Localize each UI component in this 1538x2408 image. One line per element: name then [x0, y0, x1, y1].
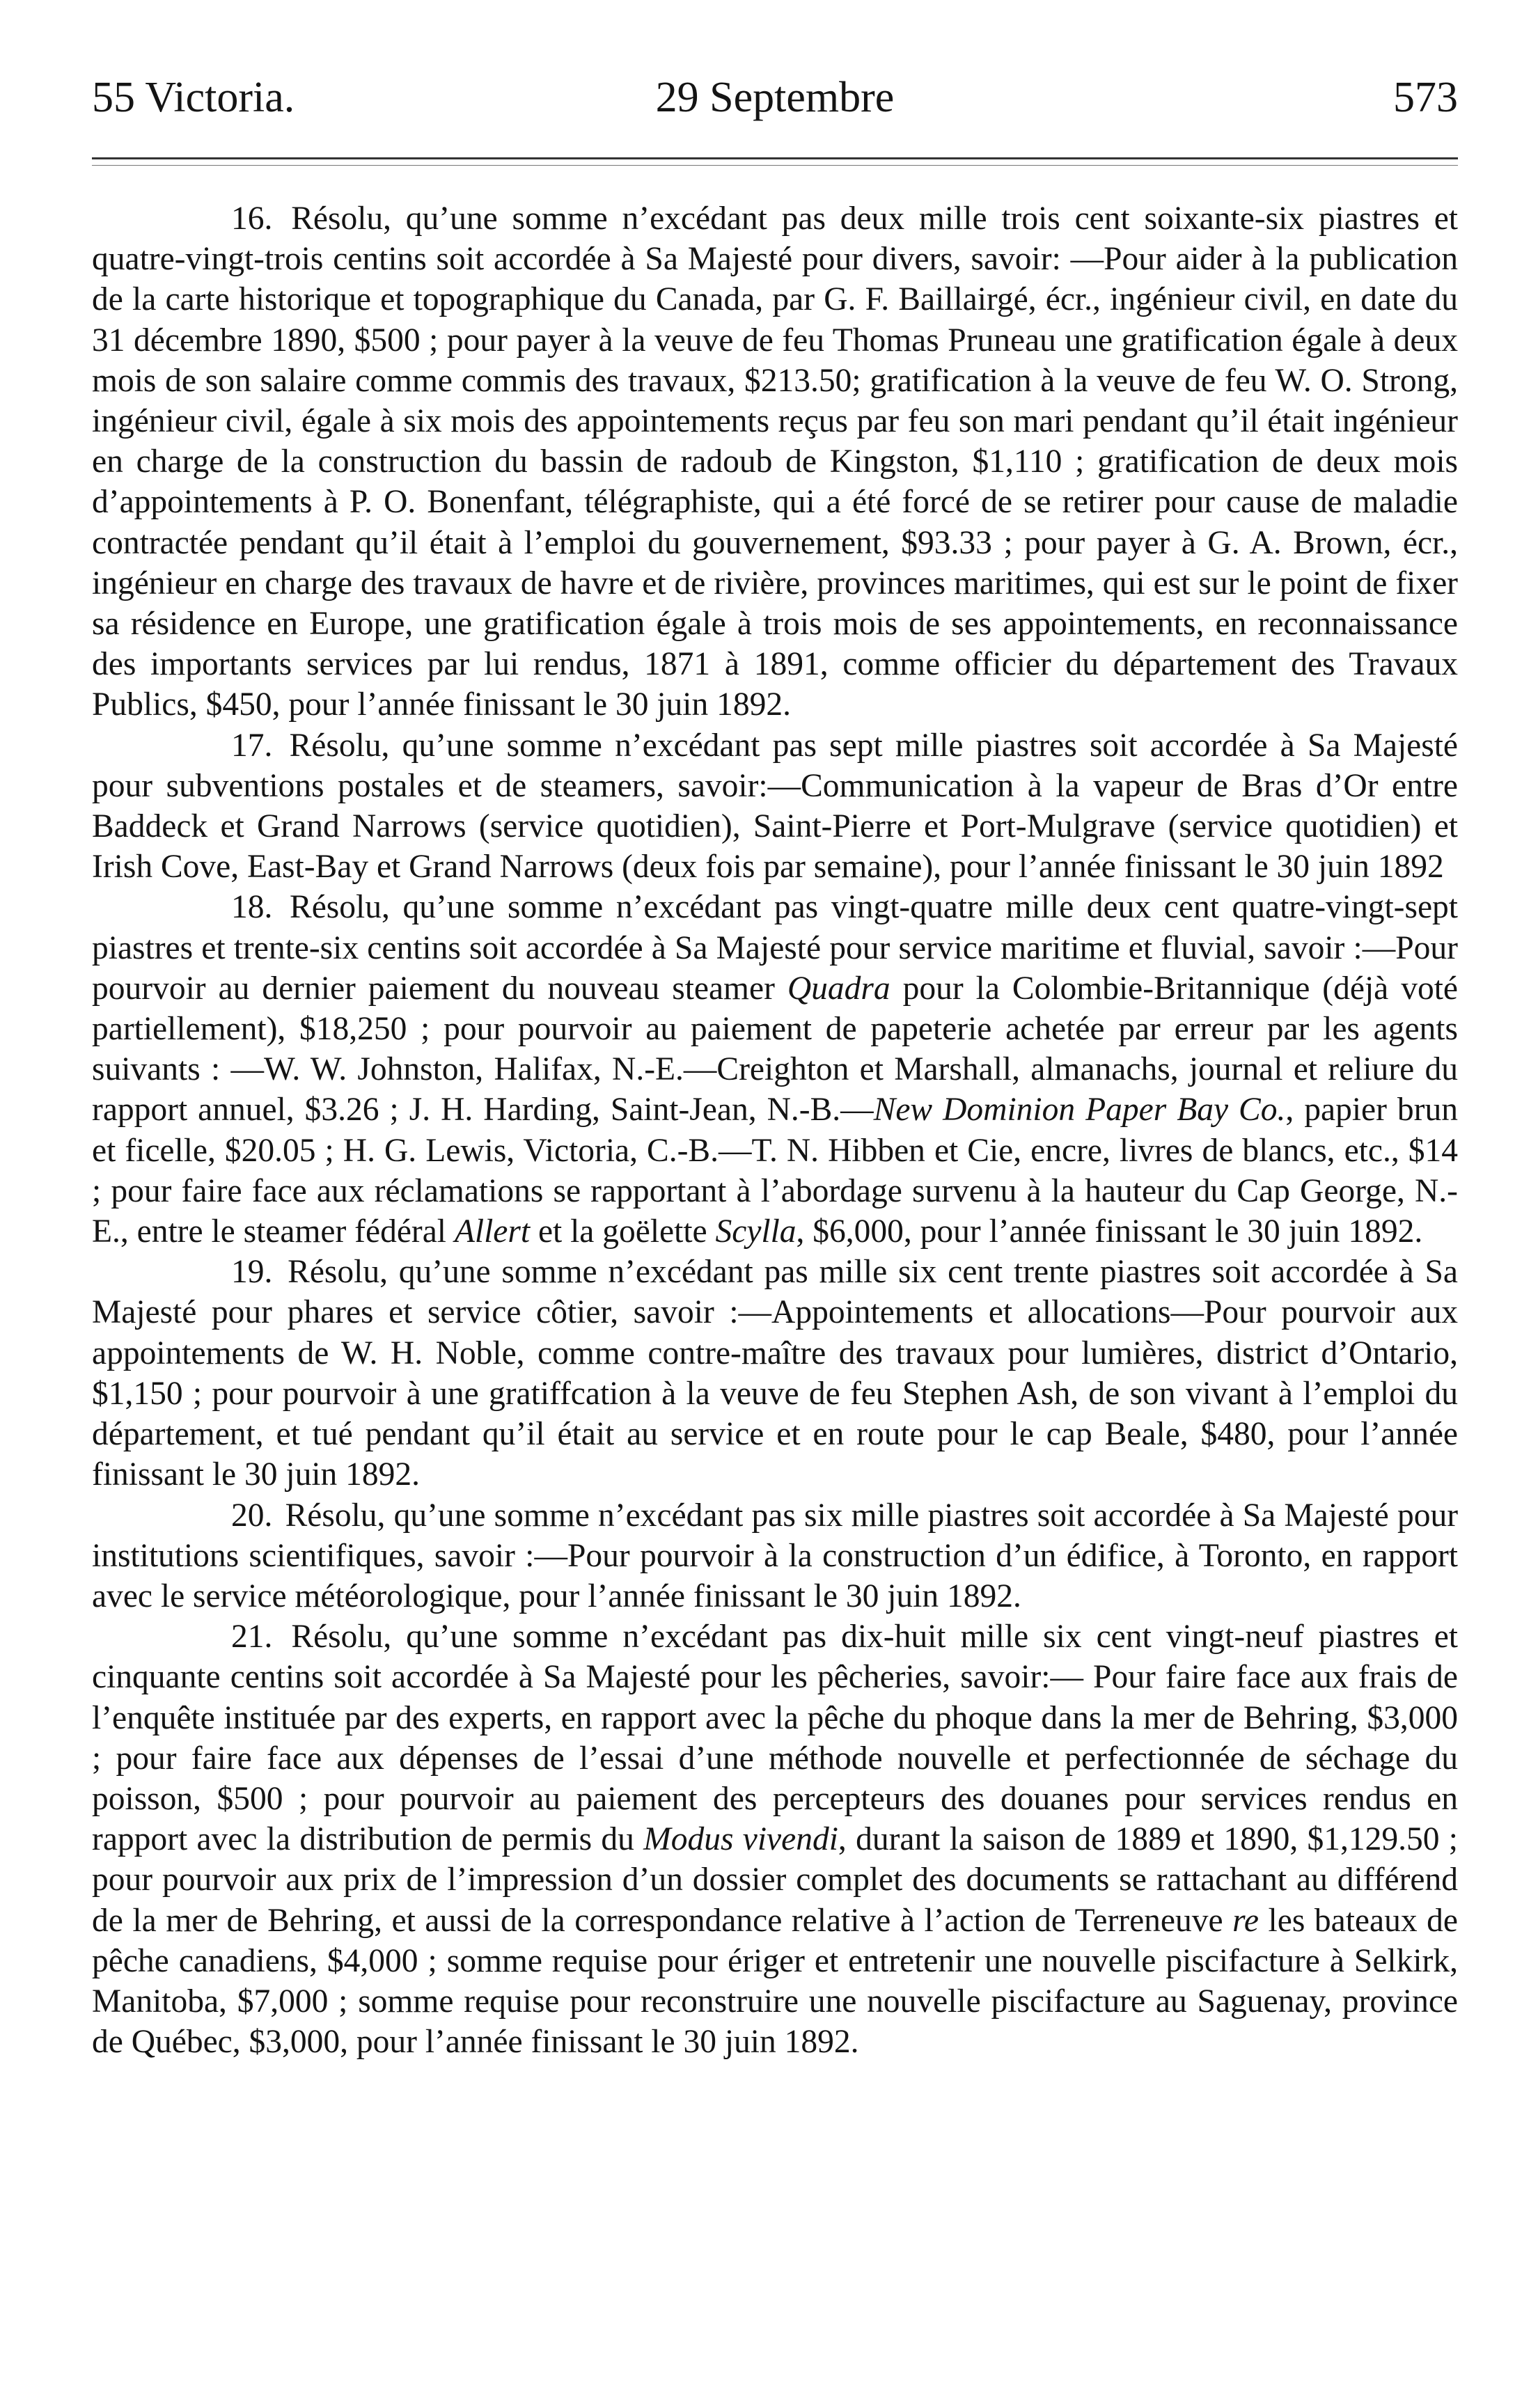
paragraph-number: 16.: [231, 200, 273, 237]
italic-run: re: [1232, 1902, 1259, 1939]
running-header: [92, 70, 1458, 125]
resolution-paragraph: [92, 725, 1458, 888]
document-page: [92, 70, 1458, 2062]
paragraph-text: [92, 1497, 1458, 1614]
paragraph-text: [92, 889, 1458, 1250]
paragraph-text: [92, 1619, 1458, 2060]
page-number: 573: [1393, 74, 1458, 121]
text-run: Résolu, qu’une somme n’excédant pas vingt-quatre mille deux cent quatre-vingt-sept piastres et trente-six centins soit accordée à Sa Majesté pour service maritime et fluvial, savoir :—Pour pourvoir au dernier paiement du nouveau steamer: [92, 889, 1458, 1007]
text-run: Résolu, qu’une somme n’excédant pas six mille piastres soit accordée à Sa Majesté pour institutions scientifiques, savoir :—Pour pourvoir à la construction d’un édifice, à Toronto, en rapport avec le service météorologique, pour l’année finissant le 30 juin 1892.: [92, 1497, 1459, 1614]
paragraph-number: 21.: [231, 1619, 273, 1655]
text-run: , durant la saison de 1889 et 1890, $1,129.50 ; pour pourvoir aux prix de l’impression d’un dossier complet des documents se rattachant au différend de la mer de Behring, et aussi de la correspondance relative à l’action de Terreneuve: [92, 1821, 1458, 1939]
text-run: les bateaux de pêche canadiens, $4,000 ; somme requise pour ériger et entretenir une nouvelle piscifacture à Selkirk, Manitoba, $7,000 ; somme requise pour reconstruire une nouvelle piscifacture au Saguenay, province de Québec, $3,000, pour l’année finissant le 30 juin 1892.: [92, 1902, 1458, 2061]
header-rule: [92, 157, 1458, 159]
resolution-paragraph: [92, 1252, 1458, 1495]
italic-run: Quadra: [787, 970, 890, 1007]
paragraph-text: [92, 200, 1458, 723]
paragraph-number: 20.: [231, 1497, 273, 1534]
italic-run: Modus vivendi: [643, 1821, 838, 1858]
text-run: Résolu, qu’une somme n’excédant pas sept mille piastres soit accordée à Sa Majesté pour subventions postales et de steamers, savoir:—Communication à la vapeur de Bras d’Or entre Baddeck et Grand Narrows (service quotidien), Saint-Pierre et Port-Mulgrave (service quotidien) et Irish Cove, East-Bay et Grand Narrows (deux fois par semaine), pour l’année finissant le 30 juin 1892: [92, 727, 1459, 886]
italic-run: New Dominion Paper Bay Co.: [873, 1092, 1286, 1128]
italic-run: Scylla: [715, 1213, 797, 1250]
text-run: , papier brun et ficelle, $20.05 ; H. G. Lewis, Victoria, C.-B.—T. N. Hibben et Cie, encre, livres de blancs, etc., $14 ; pour faire face aux réclamations se rapportant à l’abordage survenu à la hauteur du Cap George, N.-E., entre le steamer fédéral: [92, 1092, 1458, 1250]
text-run: Résolu, qu’une somme n’excédant pas dix-huit mille six cent vingt-neuf piastres et cinquante centins soit accordée à Sa Majesté pour les pêcheries, savoir:— Pour faire face aux frais de l’enquête instituée par des experts, en rapport avec la pêche du phoque dans la mer de Behring, $3,000 ; pour faire face aux dépenses de l’essai d’une méthode nouvelle et perfectionnée de séchage du poisson, $500 ; pour pourvoir au paiement des percepteurs des douanes pour services rendus en rapport avec la distribution de permis du: [92, 1619, 1459, 1858]
resolution-paragraph: [92, 1495, 1458, 1617]
resolution-paragraph: [92, 887, 1458, 1252]
text-run: Résolu, qu’une somme n’excédant pas mille six cent trente piastres soit accordée à Sa Majesté pour phares et service côtier, savoir :—Appointements et allocations—Pour pourvoir aux appointements de W. H. Noble, comme contre-maître des travaux pour lumières, district d’Ontario, $1,150 ; pour pourvoir à une gratiffcation à la veuve de feu Stephen Ash, de son vivant à l’emploi du département, et tué pendant qu’il était au service et en route pour le cap Beale, $480, pour l’année finissant le 30 juin 1892.: [92, 1254, 1458, 1493]
text-run: pour la Colombie-Britannique (déjà voté partiellement), $18,250 ; pour pourvoir au paiement de papeterie achetée par erreur par les agents suivants : —W. W. Johnston, Halifax, N.-E.—Creighton et Marshall, almanachs, journal et reliure du rapport annuel, $3.26 ; J. H. Harding, Saint-Jean, N.-B.—: [92, 970, 1458, 1128]
header-date: 29 Septembre: [655, 74, 895, 121]
resolution-paragraph: [92, 198, 1458, 725]
text-run: , $6,000, pour l’année finissant le 30 juin 1892.: [796, 1213, 1423, 1250]
paragraph-number: 19.: [231, 1254, 273, 1291]
text-run: Résolu, qu’une somme n’excédant pas deux mille trois cent soixante-six piastres et quatre-vingt-trois centins soit accordée à Sa Majesté pour divers, savoir: —Pour aider à la publication de la carte historique et topographique du Canada, par G. F. Baillairgé, écr., ingénieur civil, en date du 31 décembre 1890, $500 ; pour payer à la veuve de feu Thomas Pruneau une gratification égale à deux mois de son salaire comme commis des travaux, $213.50; gratification à la veuve de feu W. O. Strong, ingénieur civil, égale à six mois des appointements reçus par feu son mari pendant qu’il était ingénieur en charge de la construction du bassin de radoub de Kingston, $1,110 ; gratification de deux mois d’appointements à P. O. Bonenfant, télégraphiste, qui a été forcé de se retirer pour cause de maladie contractée pendant qu’il était à l’emploi du gouvernement, $93.33 ; pour payer à G. A. Brown, écr., ingénieur en charge des travaux de havre et de rivière, provinces maritimes, qui est sur le point de fixer sa résidence en Europe, une gratification égale à trois mois de ses appointements, en reconnaissance des importants services par lui rendus, 1871 à 1891, comme officier du département des Travaux Publics, $450, pour l’année finissant le 30 juin 1892.: [92, 200, 1459, 723]
paragraph-number: 18.: [231, 889, 273, 926]
paragraph-text: [92, 1254, 1458, 1493]
document-body: [92, 198, 1458, 2062]
text-run: et la goëlette: [530, 1213, 716, 1250]
resolution-paragraph: [92, 1616, 1458, 2062]
paragraph-text: [92, 727, 1458, 886]
header-session: 55 Victoria.: [92, 74, 295, 121]
italic-run: Allert: [454, 1213, 531, 1250]
paragraph-number: 17.: [231, 727, 273, 764]
